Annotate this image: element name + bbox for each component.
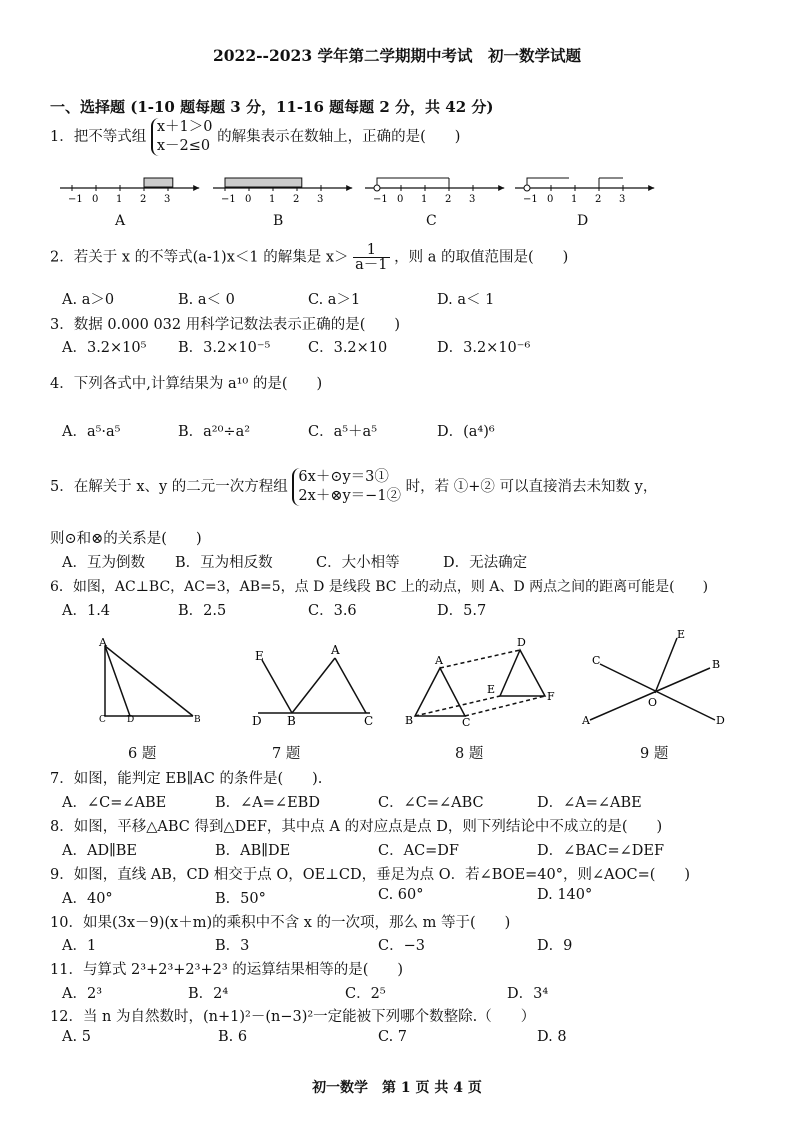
q5-eq2: 2x＋⊗y＝−1②	[298, 488, 402, 504]
question-12: 12．当 n 为自然数时，(n+1)²－(n−3)²一定能被下列哪个数整除.（ ）	[50, 1009, 536, 1025]
number-line-arrow	[193, 185, 199, 191]
number-line-solution	[225, 178, 302, 187]
q11-option-a: A．2³	[62, 986, 103, 1002]
fig8-label-d: D	[517, 636, 526, 649]
q1-inequality-system	[151, 118, 213, 156]
q2-option-a: A. a＞0	[62, 292, 115, 308]
fig9-label-c: C	[592, 654, 601, 667]
q2-fraction	[353, 243, 389, 272]
q1-label-b: B	[273, 213, 284, 229]
number-line-endpoint	[524, 185, 530, 191]
number-line-tick-label: 2	[293, 194, 300, 205]
q10-option-d: D．9	[537, 938, 573, 954]
fig7-label-b: B	[287, 714, 296, 728]
fig8-label-a: A	[435, 654, 443, 667]
q3-option-c: C．3.2×10	[308, 340, 388, 356]
q1-stem-pre: 1．把不等式组	[50, 129, 147, 145]
q2-stem-post: ，则 a 的取值范围是( )	[394, 249, 569, 266]
q7-option-b: B．∠A=∠EBD	[215, 795, 320, 811]
q12-option-d: D. 8	[537, 1029, 567, 1045]
q2-option-c: C. a＞1	[308, 292, 361, 308]
figures-row	[80, 628, 740, 738]
number-line-endpoint	[374, 185, 380, 191]
fig7-label-a: A	[331, 643, 340, 657]
number-line-tick-label: 1	[571, 194, 578, 205]
number-line-solution	[144, 178, 173, 187]
q6-option-a: A．1.4	[62, 603, 111, 619]
fig9-label-o: O	[648, 696, 658, 709]
q4-option-a: A．a⁵·a⁵	[62, 424, 121, 440]
fig8-label-c: C	[462, 716, 471, 729]
q7-option-a: A．∠C=∠ABE	[62, 795, 167, 811]
fig6-label-c: C	[99, 715, 106, 725]
fig9-label-a: A	[582, 714, 590, 727]
q4-option-b: B．a²⁰÷a²	[178, 424, 251, 440]
q7-option-c: C．∠C=∠ABC	[378, 795, 484, 811]
q10-option-b: B．3	[215, 938, 250, 954]
fig7-label-c: C	[364, 714, 374, 728]
fig8-label-f: F	[547, 690, 555, 703]
q5-option-c: C．大小相等	[316, 555, 400, 571]
caption-fig8: 8 题	[455, 746, 484, 762]
q1-label-c: C	[426, 213, 437, 229]
q8-option-a: A．AD∥BE	[62, 843, 138, 859]
fig7-label-e: E	[255, 649, 264, 663]
question-4: 4．下列各式中,计算结果为 a¹⁰ 的是( )	[50, 376, 323, 392]
fig8-label-b: B	[405, 714, 414, 727]
q10-option-a: A．1	[62, 938, 97, 954]
number-line-tick-label: 0	[92, 194, 99, 205]
q5-option-b: B．互为相反数	[175, 555, 273, 571]
q9-option-c: C. 60°	[378, 887, 424, 903]
caption-fig7: 7 题	[272, 746, 301, 762]
number-line-tick-label: 3	[469, 194, 476, 205]
q2-denominator: a－1	[355, 257, 388, 273]
page-footer: 初一数学 第 1 页 共 4 页	[312, 1080, 482, 1096]
fig9-label-e: E	[677, 628, 686, 641]
number-line-tick-label: 3	[619, 194, 626, 205]
q3-option-b: B．3.2×10⁻⁵	[178, 340, 271, 356]
q8-option-c: C．AC=DF	[378, 843, 459, 859]
section-heading: 一、选择题 (1-10 题每题 3 分，11-16 题每题 2 分，共 42 分)	[50, 98, 494, 116]
number-line-tick-label: 0	[397, 194, 404, 205]
q10-option-c: C．−3	[378, 938, 425, 954]
number-line-arrow	[346, 185, 352, 191]
fig8-label-e: E	[487, 683, 496, 696]
figure-6	[105, 646, 193, 716]
q5-option-a: A．互为倒数	[62, 555, 145, 571]
number-line-tick-label: −1	[221, 194, 236, 205]
q11-option-d: D．3⁴	[507, 986, 549, 1002]
q2-option-b: B. a＜ 0	[178, 292, 235, 308]
fig6-label-a: A	[99, 636, 107, 649]
q6-option-c: C．3.6	[308, 603, 357, 619]
q9-option-a: A．40°	[62, 891, 113, 907]
q8-option-d: D．∠BAC=∠DEF	[537, 843, 665, 859]
q6-option-b: B．2.5	[178, 603, 227, 619]
fig6-label-d: D	[127, 715, 135, 725]
q6-option-d: D．5.7	[437, 603, 487, 619]
number-line-arrow	[648, 185, 654, 191]
fig9-label-b: B	[712, 658, 721, 671]
q11-option-b: B．2⁴	[188, 986, 229, 1002]
q11-option-c: C．2⁵	[345, 986, 386, 1002]
q5-eq1: 6x＋⊙y＝3①	[298, 469, 389, 485]
q5-equation-system	[292, 468, 401, 506]
page-title: 2022--2023 学年第二学期期中考试 初一数学试题	[212, 46, 582, 65]
q12-option-c: C. 7	[378, 1029, 408, 1045]
q5-stem-pre: 5．在解关于 x、y 的二元一次方程组	[50, 479, 288, 495]
question-7: 7．如图，能判定 EB∥AC 的条件是( ).	[50, 771, 323, 787]
number-line-tick-label: 0	[245, 194, 252, 205]
q9-option-b: B．50°	[215, 891, 266, 907]
number-line-tick-label: −1	[68, 194, 83, 205]
question-9: 9．如图，直线 AB，CD 相交于点 O，OE⊥CD，垂足为点 O．若∠BOE=40°，则∠AOC=( )	[50, 867, 691, 883]
q1-ineq1: x＋1＞0	[156, 119, 213, 135]
number-line-tick-label: −1	[373, 194, 388, 205]
fig7-label-d: D	[252, 714, 262, 728]
number-line-tick-label: −1	[523, 194, 538, 205]
number-line-solution	[377, 178, 449, 188]
question-8: 8．如图，平移△ABC 得到△DEF，其中点 A 的对应点是点 D，则下列结论中不成立的是( )	[50, 819, 663, 835]
number-line-tick-label: 1	[116, 194, 123, 205]
question-11: 11．与算式 2³+2³+2³+2³ 的运算结果相等的是( )	[50, 962, 404, 978]
q2-option-d: D. a＜ 1	[437, 292, 495, 308]
question-6: 6．如图，AC⊥BC，AC=3，AB=5，点 D 是线段 BC 上的动点，则 A、D 两点之间的距离可能是( )	[50, 579, 709, 595]
question-3: 3．数据 0.000 032 用科学记数法表示正确的是( )	[50, 317, 401, 333]
q4-option-c: C．a⁵＋a⁵	[308, 424, 378, 440]
q1-label-d: D	[577, 213, 589, 229]
q5-stem-post: 时，若 ①+② 可以直接消去未知数 y，	[405, 479, 658, 495]
number-line-tick-label: 1	[421, 194, 428, 205]
number-line-tick-label: 2	[445, 194, 452, 205]
q5-option-d: D．无法确定	[443, 555, 528, 571]
number-line-tick-label: 3	[317, 194, 324, 205]
question-10: 10．如果(3x－9)(x＋m)的乘积中不含 x 的一次项，那么 m 等于( )	[50, 915, 511, 931]
q2-stem-pre: 2．若关于 x 的不等式(a-1)x＜1 的解集是 x＞	[50, 249, 349, 266]
number-line-tick-label: 2	[595, 194, 602, 205]
q4-option-d: D．(a⁴)⁶	[437, 424, 495, 440]
number-line-tick-label: 1	[269, 194, 276, 205]
q1-ineq2: x－2≤0	[156, 138, 211, 154]
q1-number-lines	[55, 168, 655, 208]
figure-7	[258, 658, 370, 713]
q3-option-d: D．3.2×10⁻⁶	[437, 340, 531, 356]
q12-option-b: B. 6	[218, 1029, 248, 1045]
fig9-label-d: D	[716, 714, 725, 727]
number-line-tick-label: 2	[140, 194, 147, 205]
caption-fig9: 9 题	[640, 746, 669, 762]
number-line-tick-label: 0	[547, 194, 554, 205]
number-line-arrow	[498, 185, 504, 191]
q1-label-a: A	[115, 213, 126, 229]
q1-stem-post: 的解集表示在数轴上，正确的是( )	[217, 129, 461, 145]
question-5	[50, 468, 657, 506]
question-2	[50, 243, 568, 272]
q5-line-2: 则⊙和⊗的关系是( )	[50, 531, 202, 547]
fig6-label-b: B	[194, 715, 201, 725]
caption-fig6: 6 题	[128, 746, 157, 762]
question-1	[50, 118, 460, 156]
number-line-tick-label: 3	[164, 194, 171, 205]
q8-option-b: B．AB∥DE	[215, 843, 291, 859]
q12-option-a: A. 5	[62, 1029, 91, 1045]
q9-option-d: D. 140°	[537, 887, 593, 903]
q2-numerator: 1	[353, 243, 389, 258]
q3-option-a: A．3.2×10⁵	[62, 340, 147, 356]
q7-option-d: D．∠A=∠ABE	[537, 795, 642, 811]
